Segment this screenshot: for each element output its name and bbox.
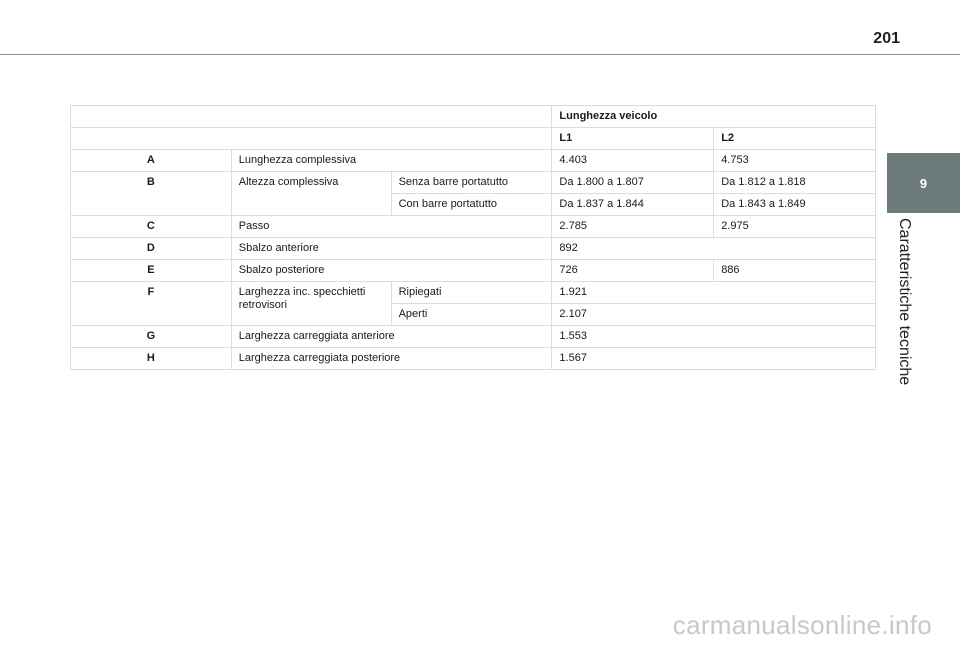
watermark: carmanualsonline.info: [672, 610, 932, 640]
value-shared: 2.107: [552, 304, 876, 326]
value-l2: Da 1.843 a 1.849: [714, 194, 876, 216]
row-label: Larghezza inc. specchietti retrovisori: [231, 282, 391, 326]
value-l2: Da 1.812 a 1.818: [714, 172, 876, 194]
row-letter: A: [71, 150, 232, 172]
row-letter: D: [71, 238, 232, 260]
table-header-row: [71, 106, 876, 128]
chapter-number: 9: [919, 175, 928, 191]
header-empty-cell: [71, 106, 552, 128]
row-sublabel: Senza barre portatutto: [391, 172, 552, 194]
value-l1: Da 1.837 a 1.844: [552, 194, 714, 216]
value-shared: 1.553: [552, 326, 876, 348]
col-l2-header: L2: [714, 128, 876, 150]
table-row: [71, 260, 876, 282]
value-shared: 1.567: [552, 348, 876, 370]
table-row: [71, 238, 876, 260]
row-sublabel: Ripiegati: [391, 282, 552, 304]
row-letter: G: [71, 326, 232, 348]
value-shared: 1.921: [552, 282, 876, 304]
row-letter: H: [71, 348, 232, 370]
row-label: Larghezza carreggiata anteriore: [231, 326, 552, 348]
row-letter: F: [71, 282, 232, 326]
col-l1-header: L1: [552, 128, 714, 150]
row-label: Altezza complessiva: [231, 172, 391, 216]
value-l2: 886: [714, 260, 876, 282]
row-letter: C: [71, 216, 232, 238]
header-divider: [0, 54, 960, 55]
value-l1: Da 1.800 a 1.807: [552, 172, 714, 194]
row-sublabel: Con barre portatutto: [391, 194, 552, 216]
table-row: [71, 216, 876, 238]
row-label: Sbalzo posteriore: [231, 260, 552, 282]
table-subheader-row: [71, 128, 876, 150]
value-l1: 2.785: [552, 216, 714, 238]
page-number: 201: [873, 30, 900, 47]
row-label: Sbalzo anteriore: [231, 238, 552, 260]
table-row: [71, 172, 876, 194]
chapter-title: Caratteristiche tecniche: [896, 218, 913, 386]
row-label: Larghezza carreggiata posteriore: [231, 348, 552, 370]
value-l2: 4.753: [714, 150, 876, 172]
dimensions-table: [70, 105, 876, 370]
value-shared: 892: [552, 238, 876, 260]
table-row: [71, 282, 876, 304]
chapter-tab[interactable]: [887, 153, 960, 213]
value-l1: 726: [552, 260, 714, 282]
table-row: [71, 348, 876, 370]
table-row: [71, 150, 876, 172]
value-l2: 2.975: [714, 216, 876, 238]
row-sublabel: Aperti: [391, 304, 552, 326]
value-l1: 4.403: [552, 150, 714, 172]
row-label: Passo: [231, 216, 552, 238]
vehicle-length-header: Lunghezza veicolo: [552, 106, 876, 128]
table-row: [71, 326, 876, 348]
subheader-empty-cell: [71, 128, 552, 150]
row-letter: E: [71, 260, 232, 282]
row-label: Lunghezza complessiva: [231, 150, 552, 172]
row-letter: B: [71, 172, 232, 216]
